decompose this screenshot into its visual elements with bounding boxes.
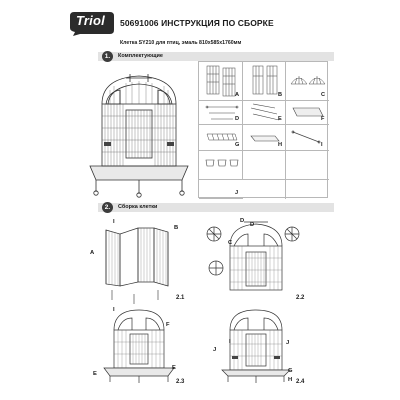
step-2-1-callout-b: B bbox=[174, 225, 179, 231]
part-label-j: J bbox=[235, 190, 239, 196]
step-2-4-label: 2.4 bbox=[296, 379, 305, 385]
step-2-3-callout-e-left: E bbox=[93, 371, 97, 377]
part-label-g: G bbox=[235, 142, 240, 148]
step-2-4-callout-i: I bbox=[229, 339, 231, 345]
step-2-4-callout-j-right: J bbox=[286, 340, 290, 346]
part-j-cups bbox=[203, 154, 241, 176]
step-2-1-label: 2.1 bbox=[176, 295, 185, 301]
part-label-c: C bbox=[321, 92, 326, 98]
part-i-rods bbox=[289, 128, 325, 148]
step-2-3-callout-i: I bbox=[113, 307, 115, 313]
step-2-4-callout-h: H bbox=[288, 377, 293, 383]
product-subtitle: Клетка SY210 для птиц, эмаль 810x585x1760мм bbox=[120, 40, 242, 46]
section-2-number: 2. bbox=[102, 202, 113, 213]
step-2-2-label: 2.2 bbox=[296, 295, 305, 301]
section-2-title: Сборка клетки bbox=[118, 204, 158, 210]
brand-logo bbox=[70, 10, 114, 36]
part-label-f: F bbox=[321, 116, 325, 122]
step-2-3-label: 2.3 bbox=[176, 379, 185, 385]
part-f-tray bbox=[289, 102, 325, 122]
part-a-side-panels bbox=[203, 64, 239, 98]
part-label-d: D bbox=[235, 116, 240, 122]
part-label-e: E bbox=[278, 116, 282, 122]
document-title: 50691006 ИНСТРУКЦИЯ ПО СБОРКЕ bbox=[120, 18, 274, 28]
step-2-4-callout-j-left: J bbox=[213, 347, 217, 353]
step-2-4-callout-g: G bbox=[288, 368, 293, 374]
step-2-1-callout-a: A bbox=[90, 250, 95, 256]
section-1-title: Комплектующие bbox=[118, 53, 163, 59]
part-label-a: A bbox=[235, 92, 240, 98]
part-label-i: I bbox=[321, 142, 323, 148]
step-2-2-illustration bbox=[204, 216, 300, 306]
part-label-b: B bbox=[278, 92, 283, 98]
step-2-3-callout-e-right: E bbox=[172, 365, 176, 371]
part-label-h: H bbox=[278, 142, 283, 148]
step-2-1-callout-i: I bbox=[113, 219, 115, 225]
step-2-3-callout-f: F bbox=[166, 322, 170, 328]
step-2-1-illustration bbox=[98, 220, 180, 306]
step-2-3-illustration bbox=[98, 306, 180, 384]
step-2-2-callout-d-top: D bbox=[240, 218, 245, 224]
section-1-number: 1. bbox=[102, 51, 113, 62]
step-2-2-callout-d: D bbox=[250, 222, 255, 228]
assembled-cage-illustration bbox=[86, 70, 192, 198]
step-2-4-illustration bbox=[218, 306, 294, 384]
step-2-2-callout-c: C bbox=[228, 240, 233, 246]
parts-grid bbox=[198, 61, 328, 198]
logo-text: Triol bbox=[76, 13, 105, 28]
